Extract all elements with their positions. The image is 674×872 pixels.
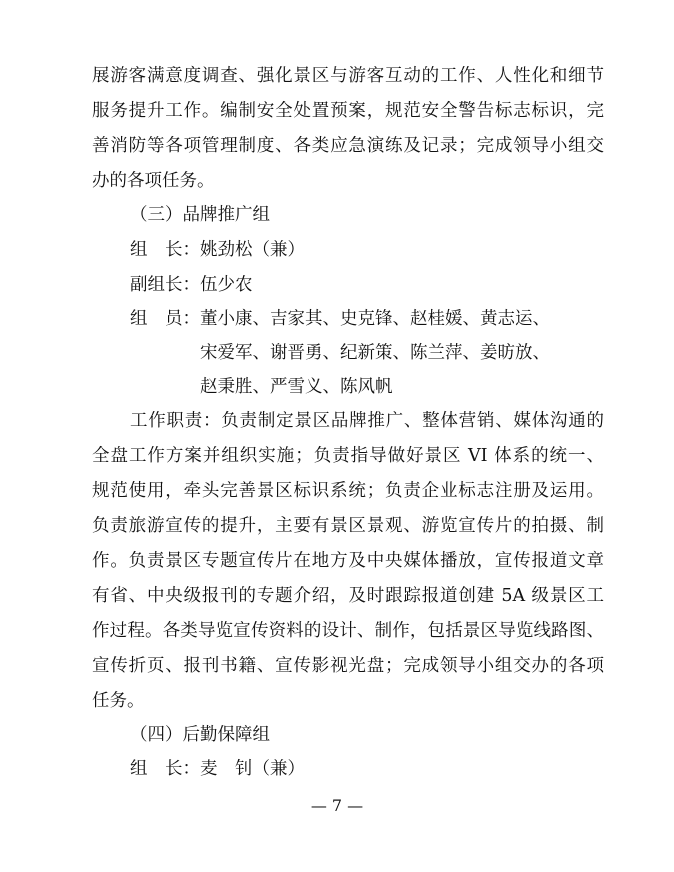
page-number: — 7 — [310, 796, 364, 815]
duties-line: 全盘工作方案并组织实施；负责指导做好景区 VI 体系的统一、 [92, 446, 604, 466]
deputy-leader: 副组长：伍少农 [130, 275, 253, 295]
duties-line: 负责旅游宣传的提升，主要有景区景观、游览宣传片的拍摄、制 [92, 516, 604, 536]
duties-line: 作过程。各类导览宣传资料的设计、制作，包括景区导览线路图、 [92, 621, 604, 641]
group-leader: 组 长：姚劲松（兼） [130, 240, 305, 260]
members-line: 赵秉胜、严雪义、陈风帆 [200, 377, 393, 397]
duties-line: 宣传折页、报刊书籍、宣传影视光盘；完成领导小组交办的各项 [92, 656, 604, 676]
duties-line: 作。负责景区专题宣传片在地方及中央媒体播放，宣传报道文章 [92, 551, 604, 571]
duties-line: 工作职责：负责制定景区品牌推广、整体营销、媒体沟通的 [130, 411, 604, 431]
members-line: 组 员：董小康、吉家其、史克锋、赵桂媛、黄志运、 [130, 309, 550, 329]
members-line: 宋爱军、谢晋勇、纪新策、陈兰萍、姜昉放、 [200, 343, 550, 363]
duties-line: 有省、中央级报刊的专题介绍，及时跟踪报道创建 5A 级景区工 [92, 586, 604, 606]
group-leader: 组 长：麦 钊（兼） [130, 759, 305, 779]
paragraph-line: 善消防等各项管理制度、各类应急演练及记录；完成领导小组交 [92, 136, 604, 156]
duties-line: 任务。 [92, 691, 145, 711]
section-heading: （三）品牌推广组 [130, 205, 270, 225]
section-heading: （四）后勤保障组 [130, 725, 270, 745]
duties-line: 规范使用，牵头完善景区标识系统；负责企业标志注册及运用。 [92, 481, 604, 501]
paragraph-line: 办的各项任务。 [92, 171, 215, 191]
paragraph-line: 展游客满意度调查、强化景区与游客互动的工作、人性化和细节 [92, 66, 604, 86]
paragraph-line: 服务提升工作。编制安全处置预案，规范安全警告标志标识，完 [92, 101, 604, 121]
